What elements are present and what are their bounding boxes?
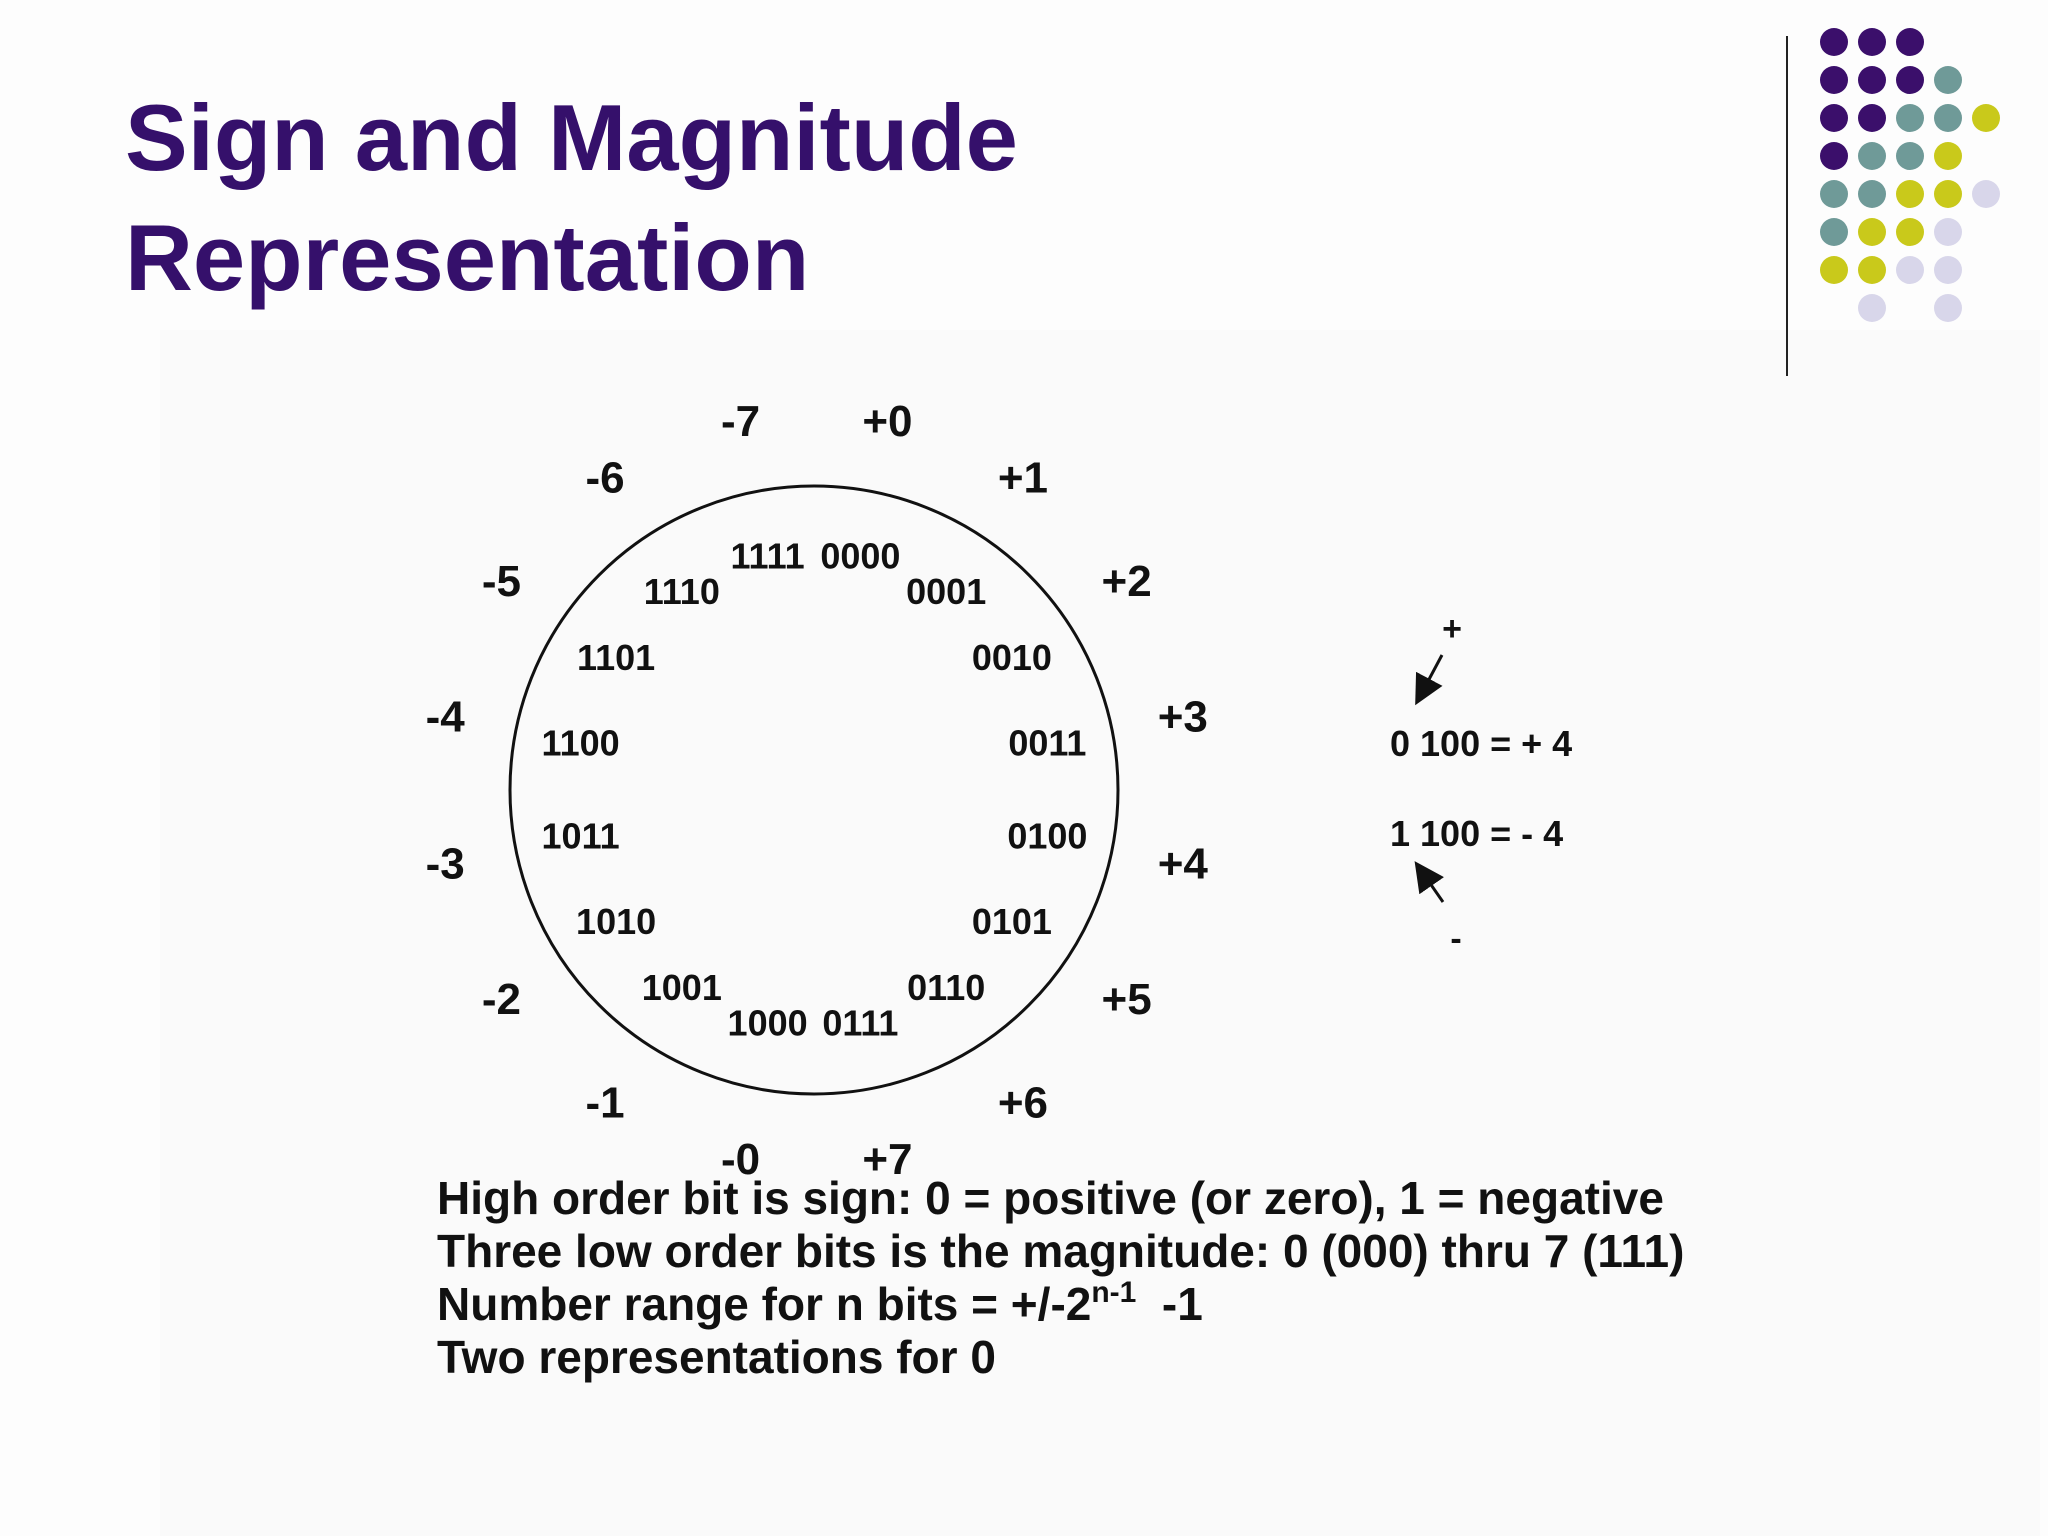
wheel-decimal-value: -6 <box>585 453 625 503</box>
note-range-prefix: Number range for n bits = +/-2 <box>437 1278 1092 1330</box>
wheel-bit-pattern: 1010 <box>576 901 657 943</box>
plus-arrow <box>1418 655 1442 700</box>
wheel-decimal-value: -1 <box>585 1078 625 1128</box>
wheel-bit-pattern: 0000 <box>820 535 901 577</box>
wheel-decimal-value: +4 <box>1157 839 1208 889</box>
wheel-bit-pattern: 0111 <box>822 1002 899 1044</box>
wheel-bit-pattern: 1000 <box>727 1002 808 1044</box>
plus-sign-label: + <box>1442 610 1462 648</box>
wheel-decimal-value: -4 <box>425 692 465 742</box>
wheel-decimal-value: +6 <box>997 1078 1048 1128</box>
wheel-decimal-value: +1 <box>997 453 1048 503</box>
wheel-decimal-value: -5 <box>481 557 521 607</box>
wheel-bit-pattern: 1001 <box>641 966 722 1008</box>
wheel-bit-pattern: 0110 <box>907 966 986 1008</box>
wheel-decimal-value: +0 <box>862 397 913 447</box>
wheel-decimal-value: -7 <box>721 397 761 447</box>
wheel-decimal-value: +2 <box>1101 557 1152 607</box>
note-range-exponent: n-1 <box>1091 1276 1137 1309</box>
explanation-notes <box>437 1172 1684 1384</box>
slide-title-line2: Representation <box>125 205 810 310</box>
note-two-zeros: Two representations for 0 <box>437 1331 996 1383</box>
wheel-decimal-value: +3 <box>1157 692 1208 742</box>
wheel-decimal-value: -3 <box>425 839 465 889</box>
wheel-bit-pattern: 1100 <box>541 722 620 764</box>
note-magnitude-bits: Three low order bits is the magnitude: 0 (000) thru 7 (111) <box>437 1225 1685 1277</box>
wheel-bit-pattern: 1011 <box>541 815 620 857</box>
minus-sign-label: - <box>1450 920 1462 958</box>
wheel-bit-pattern: 0011 <box>1008 722 1087 764</box>
minus-arrow <box>1418 866 1443 902</box>
slide-title-line1: Sign and Magnitude <box>125 85 1018 190</box>
wheel-decimal-value: +7 <box>862 1134 913 1184</box>
wheel-bit-pattern: 1110 <box>643 571 720 613</box>
example-positive-four: 0 100 = + 4 <box>1390 723 1573 764</box>
wheel-bit-pattern: 1111 <box>730 535 805 577</box>
wheel-bit-pattern: 0100 <box>1007 815 1088 857</box>
wheel-bit-pattern: 0001 <box>906 571 987 613</box>
wheel-decimal-value: -2 <box>481 974 521 1024</box>
wheel-bit-pattern: 0101 <box>971 901 1052 943</box>
wheel-bit-pattern: 1101 <box>577 636 656 678</box>
wheel-decimal-value: +5 <box>1101 974 1152 1024</box>
note-range-suffix: -1 <box>1136 1278 1203 1330</box>
note-number-range <box>437 1278 1684 1331</box>
wheel-bit-pattern: 0010 <box>971 636 1052 678</box>
wheel-decimal-value: -0 <box>721 1134 761 1184</box>
example-negative-four: 1 100 = - 4 <box>1390 813 1564 854</box>
note-sign-bit: High order bit is sign: 0 = positive (or zero), 1 = negative <box>437 1172 1664 1224</box>
number-wheel-circle <box>510 486 1118 1094</box>
